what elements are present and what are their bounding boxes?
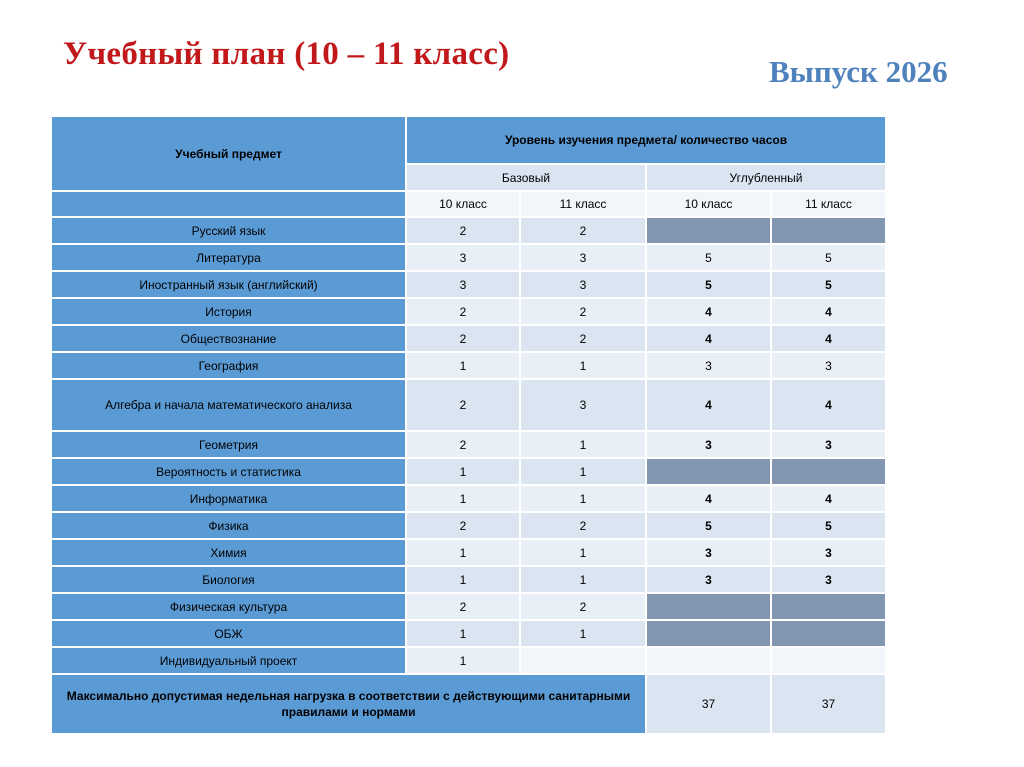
hours-advanced-10 bbox=[646, 217, 771, 244]
hours-basic-11: 3 bbox=[520, 244, 646, 271]
hours-advanced-11 bbox=[771, 647, 886, 674]
subject-name: Биология bbox=[51, 566, 406, 593]
hours-advanced-10: 5 bbox=[646, 271, 771, 298]
hours-basic-10: 1 bbox=[406, 647, 520, 674]
subject-name: Русский язык bbox=[51, 217, 406, 244]
hours-advanced-10: 3 bbox=[646, 431, 771, 458]
table-row bbox=[51, 566, 886, 593]
hours-basic-10: 1 bbox=[406, 352, 520, 379]
hours-basic-11: 3 bbox=[520, 271, 646, 298]
table-row bbox=[51, 298, 886, 325]
grade-header-advanced-11: 11 класс bbox=[771, 191, 886, 217]
subject-name: Алгебра и начала математического анализа bbox=[51, 379, 406, 431]
hours-advanced-11 bbox=[771, 217, 886, 244]
hours-basic-10: 1 bbox=[406, 485, 520, 512]
hours-basic-11: 2 bbox=[520, 298, 646, 325]
hours-advanced-11: 5 bbox=[771, 244, 886, 271]
page-title: Учебный план (10 – 11 класс) bbox=[63, 36, 510, 72]
hours-advanced-11: 3 bbox=[771, 539, 886, 566]
hours-basic-11: 1 bbox=[520, 352, 646, 379]
hours-basic-11: 1 bbox=[520, 566, 646, 593]
grade-header-basic-11: 11 класс bbox=[520, 191, 646, 217]
table-row bbox=[51, 539, 886, 566]
table-row bbox=[51, 379, 886, 431]
hours-advanced-11 bbox=[771, 458, 886, 485]
grade-header-advanced-10: 10 класс bbox=[646, 191, 771, 217]
hours-basic-11: 1 bbox=[520, 539, 646, 566]
hours-basic-10: 3 bbox=[406, 244, 520, 271]
table-row bbox=[51, 352, 886, 379]
table-row bbox=[51, 593, 886, 620]
hours-advanced-11: 4 bbox=[771, 325, 886, 352]
subject-name: Информатика bbox=[51, 485, 406, 512]
hours-advanced-10: 4 bbox=[646, 325, 771, 352]
subject-column-header: Учебный предмет bbox=[51, 116, 406, 191]
subject-name: ОБЖ bbox=[51, 620, 406, 647]
hours-basic-11: 2 bbox=[520, 217, 646, 244]
table-row bbox=[51, 458, 886, 485]
hours-advanced-11: 4 bbox=[771, 485, 886, 512]
advanced-level-header: Углубленный bbox=[646, 164, 886, 191]
hours-advanced-11 bbox=[771, 620, 886, 647]
table-row bbox=[51, 512, 886, 539]
subject-name: Физика bbox=[51, 512, 406, 539]
hours-advanced-10 bbox=[646, 620, 771, 647]
max-load-advanced-10: 37 bbox=[646, 674, 771, 734]
hours-advanced-11 bbox=[771, 593, 886, 620]
hours-advanced-10 bbox=[646, 593, 771, 620]
max-load-label: Максимально допустимая недельная нагрузка в соответствии с действующими санитарными правилами и нормами bbox=[51, 674, 646, 734]
table-row bbox=[51, 271, 886, 298]
hours-basic-11: 3 bbox=[520, 379, 646, 431]
grade-header-basic-10: 10 класс bbox=[406, 191, 520, 217]
hours-advanced-11: 5 bbox=[771, 271, 886, 298]
hours-advanced-10: 3 bbox=[646, 566, 771, 593]
table-row bbox=[51, 217, 886, 244]
hours-advanced-10: 5 bbox=[646, 512, 771, 539]
max-load-advanced-11: 37 bbox=[771, 674, 886, 734]
subject-name: Геометрия bbox=[51, 431, 406, 458]
table-row bbox=[51, 620, 886, 647]
graduation-year: Выпуск 2026 bbox=[769, 54, 948, 89]
subject-name: История bbox=[51, 298, 406, 325]
subject-name: Литература bbox=[51, 244, 406, 271]
hours-advanced-10 bbox=[646, 458, 771, 485]
hours-basic-10: 2 bbox=[406, 431, 520, 458]
hours-advanced-11: 3 bbox=[771, 431, 886, 458]
hours-basic-10: 2 bbox=[406, 298, 520, 325]
hours-advanced-11: 3 bbox=[771, 566, 886, 593]
table-row bbox=[51, 647, 886, 674]
hours-basic-10: 1 bbox=[406, 620, 520, 647]
subject-name: Индивидуальный проект bbox=[51, 647, 406, 674]
subject-name: Химия bbox=[51, 539, 406, 566]
hours-basic-11: 1 bbox=[520, 458, 646, 485]
level-header: Уровень изучения предмета/ количество часов bbox=[406, 116, 886, 164]
subject-name: Вероятность и статистика bbox=[51, 458, 406, 485]
hours-basic-11: 2 bbox=[520, 512, 646, 539]
subject-name: Иностранный язык (английский) bbox=[51, 271, 406, 298]
hours-basic-10: 2 bbox=[406, 217, 520, 244]
hours-basic-11: 2 bbox=[520, 325, 646, 352]
subject-name: Обществознание bbox=[51, 325, 406, 352]
hours-advanced-10: 3 bbox=[646, 352, 771, 379]
hours-advanced-11: 3 bbox=[771, 352, 886, 379]
hours-basic-10: 1 bbox=[406, 539, 520, 566]
hours-basic-11: 1 bbox=[520, 485, 646, 512]
subject-name: Физическая культура bbox=[51, 593, 406, 620]
curriculum-table bbox=[50, 115, 887, 735]
hours-advanced-10: 4 bbox=[646, 298, 771, 325]
hours-advanced-11: 5 bbox=[771, 512, 886, 539]
hours-basic-11: 1 bbox=[520, 431, 646, 458]
hours-basic-10: 2 bbox=[406, 325, 520, 352]
table-row bbox=[51, 244, 886, 271]
hours-advanced-10: 3 bbox=[646, 539, 771, 566]
hours-basic-10: 3 bbox=[406, 271, 520, 298]
table-row bbox=[51, 431, 886, 458]
hours-basic-10: 1 bbox=[406, 566, 520, 593]
hours-advanced-10: 4 bbox=[646, 379, 771, 431]
hours-basic-10: 2 bbox=[406, 593, 520, 620]
hours-basic-10: 1 bbox=[406, 458, 520, 485]
basic-level-header: Базовый bbox=[406, 164, 646, 191]
hours-advanced-10: 4 bbox=[646, 485, 771, 512]
hours-basic-10: 2 bbox=[406, 379, 520, 431]
table-row bbox=[51, 325, 886, 352]
hours-advanced-11: 4 bbox=[771, 379, 886, 431]
hours-basic-11: 2 bbox=[520, 593, 646, 620]
hours-basic-11: 1 bbox=[520, 620, 646, 647]
subject-name: География bbox=[51, 352, 406, 379]
grade-row-spacer bbox=[51, 191, 406, 217]
table-row bbox=[51, 485, 886, 512]
hours-basic-11 bbox=[520, 647, 646, 674]
hours-basic-10: 2 bbox=[406, 512, 520, 539]
hours-advanced-10: 5 bbox=[646, 244, 771, 271]
hours-advanced-10 bbox=[646, 647, 771, 674]
hours-advanced-11: 4 bbox=[771, 298, 886, 325]
